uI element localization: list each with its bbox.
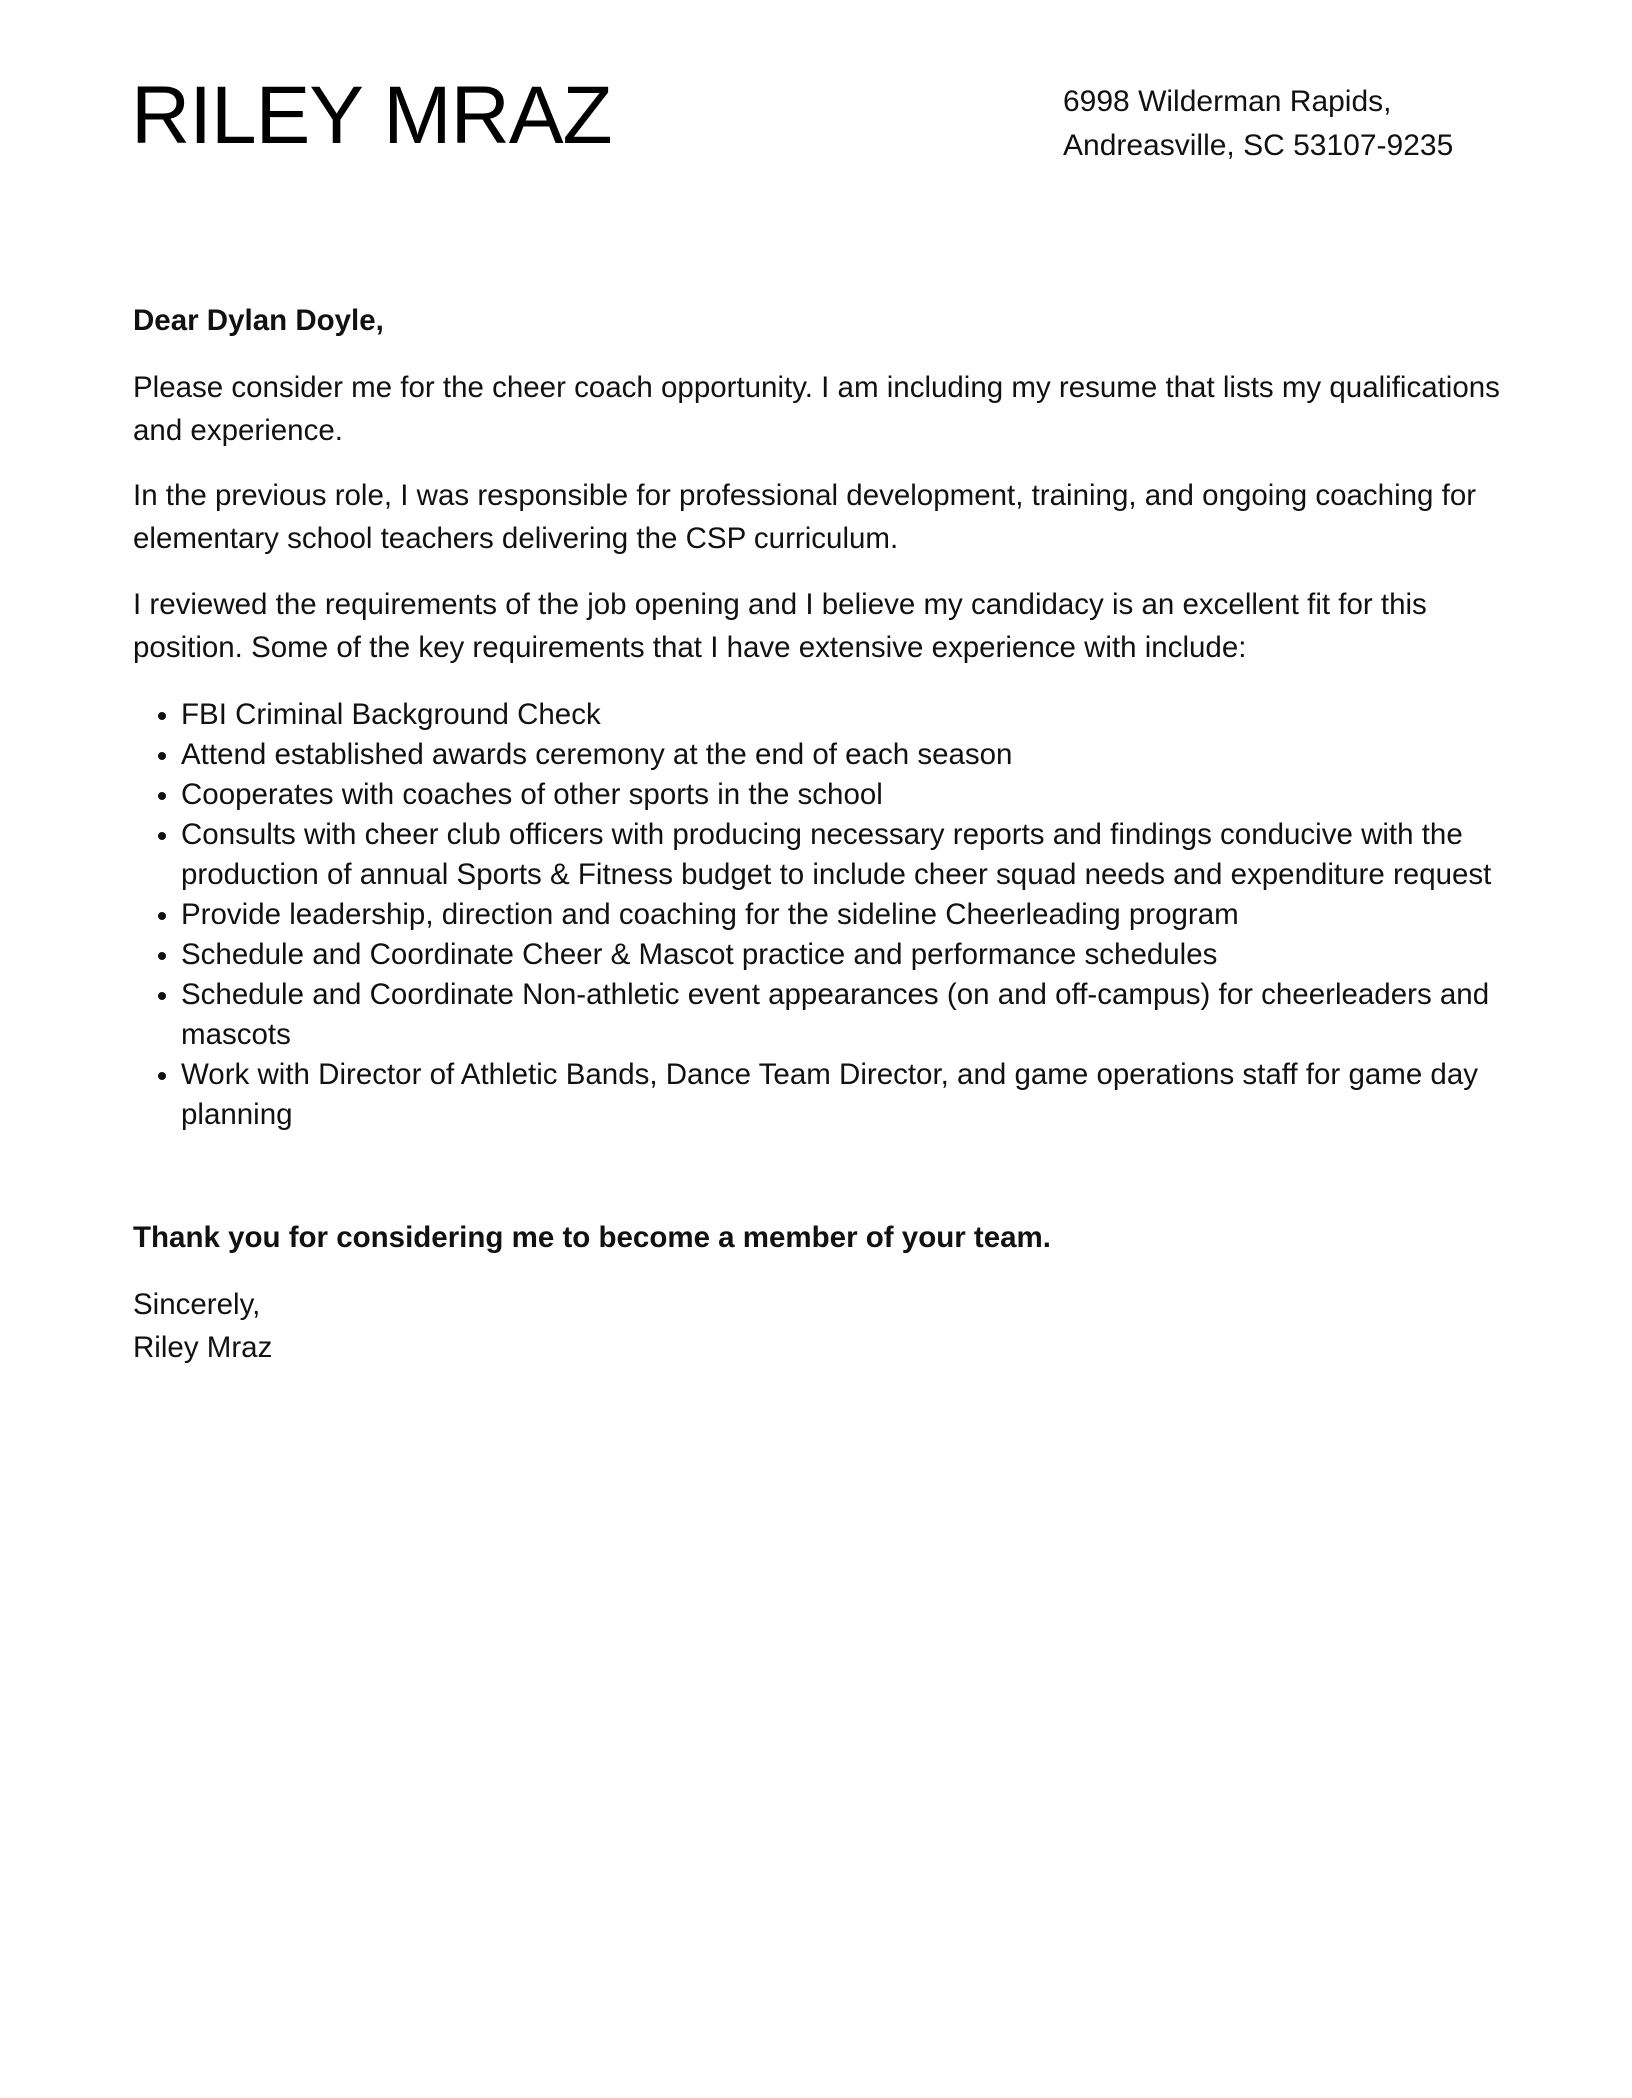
list-item: Work with Director of Athletic Bands, Dance Team Director, and game operations staff for game day planning — [133, 1055, 1513, 1135]
address-line-2: Andreasville, SC 53107-9235 — [1063, 129, 1454, 162]
sign-off-block — [133, 1283, 1503, 1369]
address-line-1: 6998 Wilderman Rapids, — [1063, 85, 1392, 118]
list-item: Schedule and Coordinate Non-athletic event appearances (on and off-campus) for cheerleaders and mascots — [133, 975, 1513, 1055]
address — [1063, 80, 1453, 168]
list-item: Provide leadership, direction and coaching for the sideline Cheerleading program — [133, 895, 1513, 935]
paragraph-previous-role: In the previous role, I was responsible for professional development, training, and ongoing coaching for elementary school teachers delivering the CSP curriculum. — [133, 479, 1477, 555]
list-item: Schedule and Coordinate Cheer & Mascot practice and performance schedules — [133, 935, 1513, 975]
list-item: FBI Criminal Background Check — [133, 695, 1513, 735]
closing-statement: Thank you for considering me to become a member of your team. — [133, 1221, 1051, 1254]
paragraph-requirements: I reviewed the requirements of the job opening and I believe my candidacy is an excellent fit for this position. Some of the key requirements that I have extensive experience with include: — [133, 588, 1427, 664]
list-item: Consults with cheer club officers with producing necessary reports and findings conducive with the production of annual Sports & Fitness budget to include cheer squad needs and expenditure request — [133, 815, 1513, 895]
paragraph-intro: Please consider me for the cheer coach opportunity. I am including my resume that lists my qualifications and experience. — [133, 371, 1500, 447]
list-item: Attend established awards ceremony at the end of each season — [133, 735, 1513, 775]
requirements-list — [133, 695, 1513, 1135]
applicant-name: RILEY MRAZ — [131, 70, 612, 161]
salutation: Dear Dylan Doyle, — [133, 304, 384, 337]
list-item: Cooperates with coaches of other sports in the school — [133, 775, 1513, 815]
sign-off: Sincerely, — [133, 1288, 261, 1321]
signature: Riley Mraz — [133, 1331, 273, 1364]
